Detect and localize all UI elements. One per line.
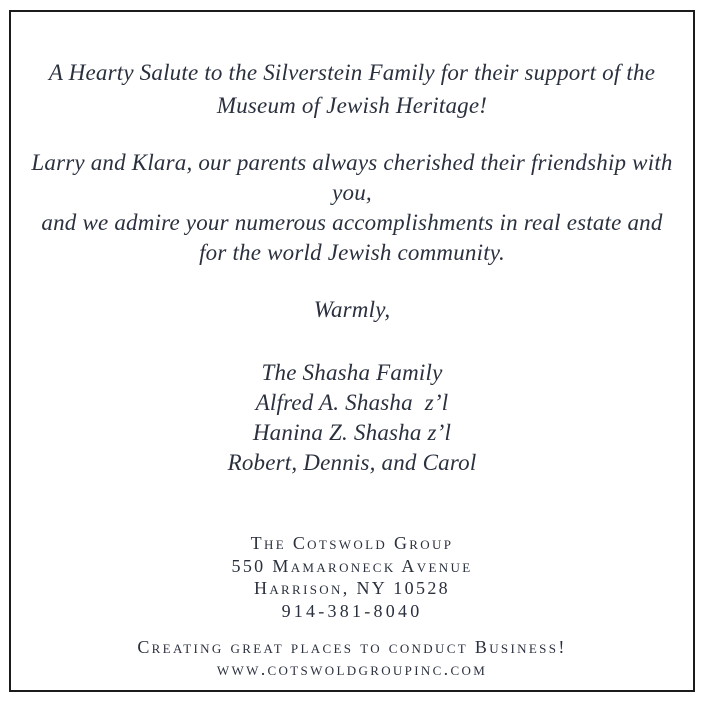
company-block xyxy=(11,532,693,622)
company-address-street: 550 Mamaroneck Avenue xyxy=(231,555,473,576)
signature-line: Robert, Dennis, and Carol xyxy=(227,450,477,475)
company-address-city: Harrison, NY 10528 xyxy=(253,578,450,598)
company-tagline: Creating great places to conduct Business! xyxy=(137,637,567,657)
salute-paragraph xyxy=(11,56,693,122)
page-border xyxy=(9,10,695,692)
company-website: www.cotswoldgroupinc.com xyxy=(216,658,488,679)
signature-line: Hanina Z. Shasha z’l xyxy=(252,420,452,445)
salute-line: Museum of Jewish Heritage! xyxy=(216,93,488,118)
signature-line: Alfred A. Shasha z’l xyxy=(255,390,449,415)
closing-line: Warmly, xyxy=(313,297,391,322)
signature-line: The Shasha Family xyxy=(261,360,443,385)
salute-line: A Hearty Salute to the Silverstein Family for their support of the xyxy=(48,60,656,85)
message-line: Larry and Klara, our parents always cherished their friendship with you, xyxy=(31,150,673,205)
company-name: The Cotswold Group xyxy=(250,533,454,553)
tagline-block xyxy=(11,637,693,680)
message-line: for the world Jewish community. xyxy=(199,240,505,265)
message-paragraph xyxy=(11,148,693,268)
message-line: and we admire your numerous accomplishments in real estate and xyxy=(41,210,663,235)
company-phone: 914-381-8040 xyxy=(281,600,423,621)
signature-block xyxy=(11,358,693,478)
